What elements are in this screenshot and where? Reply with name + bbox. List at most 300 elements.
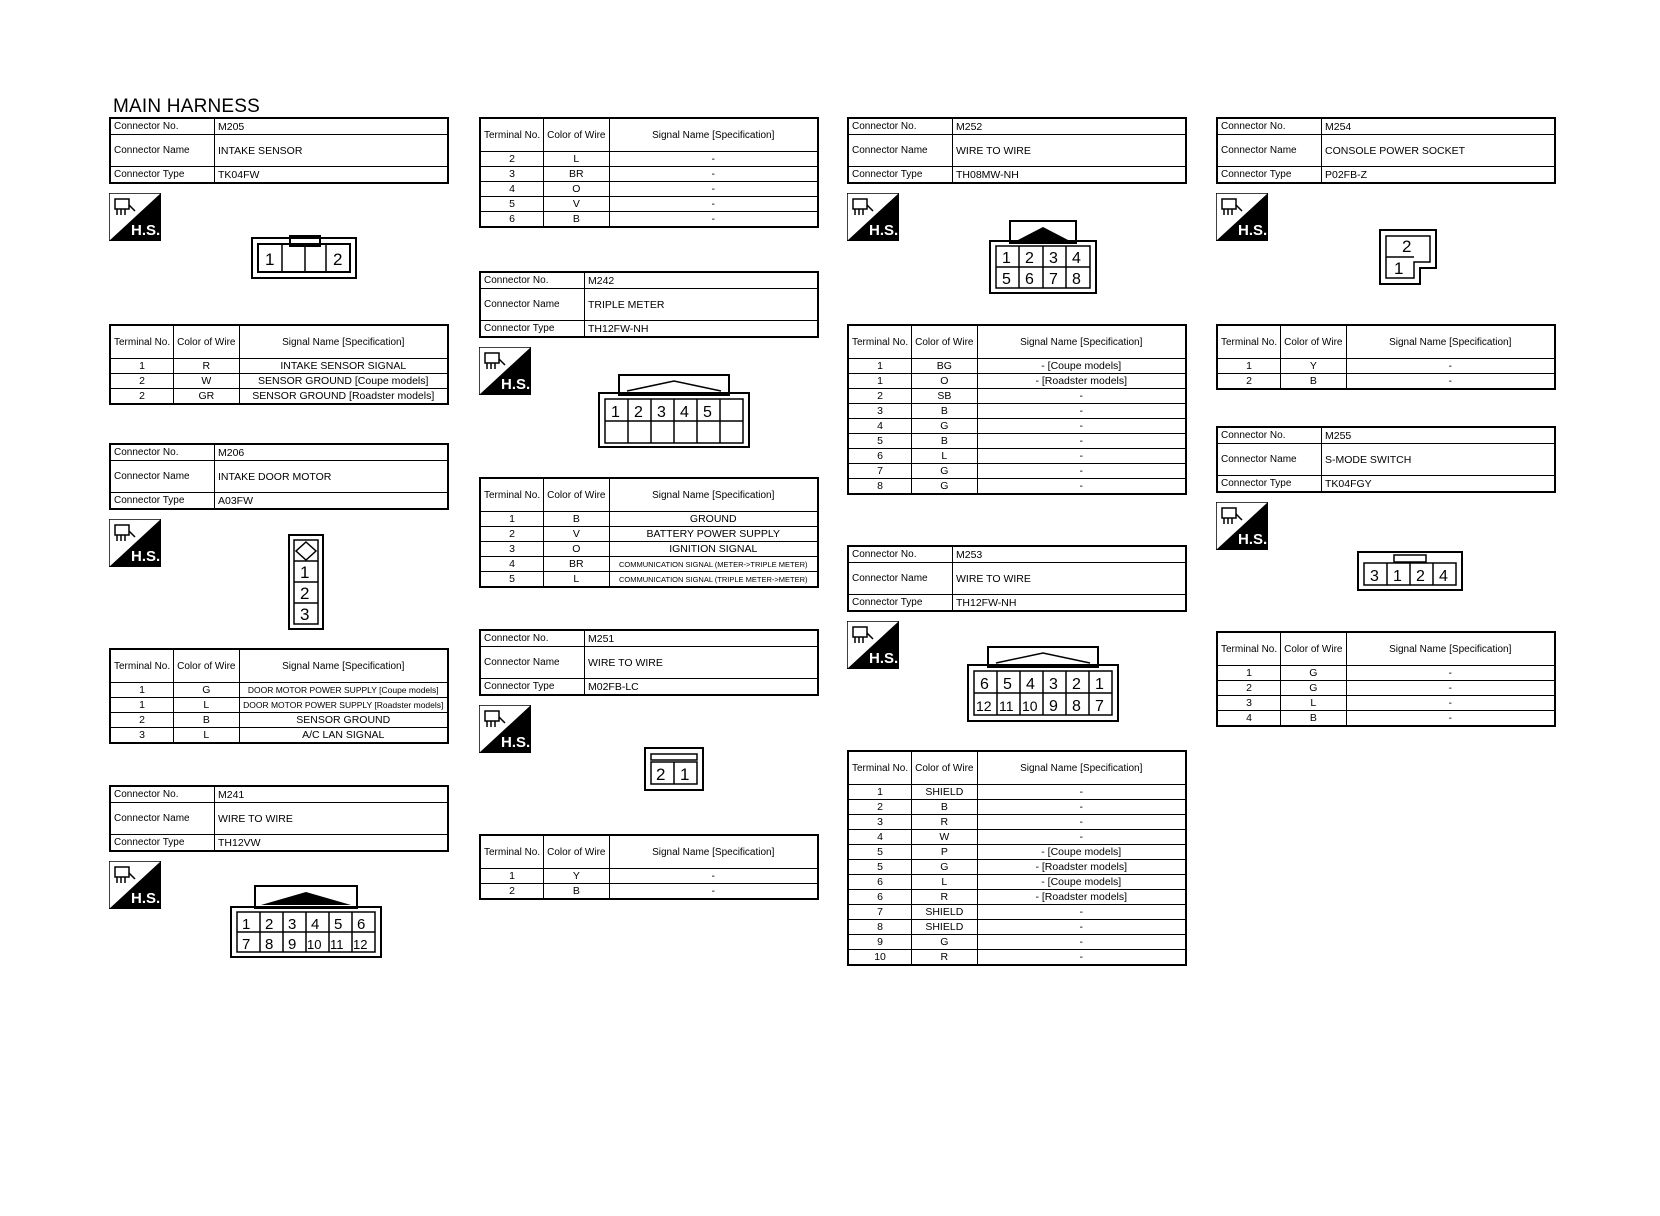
table-row [1217, 476, 1555, 493]
table-row [1217, 696, 1555, 711]
pin-label: 8 [1072, 698, 1081, 715]
table-row [848, 920, 1186, 935]
pin-label: 1 [611, 404, 620, 421]
table-cell: Y [544, 869, 609, 884]
table-cell: INTAKE SENSOR [215, 135, 449, 167]
table-cell: B [174, 713, 239, 728]
table-cell: - [977, 479, 1186, 495]
table-row [110, 374, 448, 389]
table-cell: Color of Wire [174, 649, 239, 683]
table-cell: BG [912, 359, 977, 374]
table-cell: W [174, 374, 239, 389]
table-cell: INTAKE DOOR MOTOR [215, 461, 449, 493]
table-cell: 3 [848, 815, 912, 830]
m251-signal-table [479, 834, 819, 900]
table-row [480, 212, 818, 228]
table-cell: Color of Wire [912, 325, 977, 359]
pin-label: 3 [657, 404, 666, 421]
table-cell: O [544, 182, 609, 197]
m205-connector-face [250, 232, 360, 282]
table-cell: - [977, 830, 1186, 845]
table-cell: WIRE TO WIRE [953, 563, 1187, 595]
hs-label: H.S. [1238, 222, 1268, 239]
table-cell: TH12VW [215, 835, 449, 852]
table-cell: 2 [480, 152, 544, 167]
table-cell: 1 [110, 683, 174, 698]
table-cell: G [912, 479, 977, 495]
table-cell: CONSOLE POWER SOCKET [1322, 135, 1556, 167]
hs-label: H.S. [131, 890, 161, 907]
table-cell: 6 [848, 449, 912, 464]
m251-connector-face [643, 746, 705, 792]
table-cell: Signal Name [Specification] [239, 325, 448, 359]
table-cell: DOOR MOTOR POWER SUPPLY [Roadster models] [239, 698, 448, 713]
table-cell: TK04FW [215, 167, 449, 184]
table-cell: 1 [480, 869, 544, 884]
table-cell: BATTERY POWER SUPPLY [609, 527, 818, 542]
hs-label: H.S. [131, 548, 161, 565]
pin-label: 3 [1049, 250, 1058, 267]
table-row [848, 464, 1186, 479]
pin-label: 11 [330, 937, 344, 952]
table-cell: 4 [1217, 711, 1281, 727]
table-row [1217, 444, 1555, 476]
table-cell: 2 [480, 527, 544, 542]
table-cell: Connector Name [1217, 135, 1322, 167]
table-cell: G [1281, 666, 1346, 681]
table-row [480, 478, 818, 512]
table-row [848, 359, 1186, 374]
harness-side-icon [109, 193, 161, 241]
table-cell: 10 [848, 950, 912, 966]
table-cell: S-MODE SWITCH [1322, 444, 1556, 476]
table-cell: IGNITION SIGNAL [609, 542, 818, 557]
table-cell: Connector Type [480, 321, 585, 338]
table-row [110, 493, 448, 510]
m252-connector-face [988, 219, 1098, 295]
harness-side-icon [109, 861, 161, 909]
table-row [848, 374, 1186, 389]
hs-label: H.S. [501, 376, 531, 393]
pin-label: 5 [334, 916, 343, 933]
table-cell: R [912, 950, 977, 966]
table-row [110, 835, 448, 852]
table-row [848, 845, 1186, 860]
table-row [848, 595, 1186, 612]
table-cell: 1 [1217, 666, 1281, 681]
table-cell: 8 [848, 920, 912, 935]
pin-label: 2 [300, 584, 310, 603]
m255-connector-face [1356, 550, 1464, 592]
m254-connector-face [1378, 228, 1438, 286]
table-cell: 2 [1217, 374, 1281, 390]
table-cell: - [Coupe models] [977, 359, 1186, 374]
table-cell: M02FB-LC [585, 679, 819, 696]
table-cell: 5 [848, 845, 912, 860]
table-cell: - [609, 182, 818, 197]
pin-label: 7 [1049, 271, 1058, 288]
table-cell: 2 [480, 884, 544, 900]
pin-label: 6 [1025, 271, 1034, 288]
table-cell: A/C LAN SIGNAL [239, 728, 448, 744]
table-cell: O [544, 542, 609, 557]
table-row [480, 647, 818, 679]
table-cell: 7 [848, 905, 912, 920]
table-cell: A03FW [215, 493, 449, 510]
pin-label: 2 [265, 916, 274, 933]
table-cell: 5 [480, 572, 544, 588]
table-cell: Color of Wire [544, 118, 609, 152]
table-row [848, 479, 1186, 495]
table-cell: Y [1281, 359, 1346, 374]
table-cell: Connector Name [480, 647, 585, 679]
table-cell: 4 [480, 182, 544, 197]
table-cell: Signal Name [Specification] [977, 751, 1186, 785]
table-cell: WIRE TO WIRE [215, 803, 449, 835]
table-cell: Color of Wire [544, 835, 609, 869]
table-cell: 4 [480, 557, 544, 572]
table-cell: 5 [480, 197, 544, 212]
pin-label: 7 [242, 936, 251, 953]
m241-connector-face [229, 883, 383, 959]
table-row [480, 152, 818, 167]
m205-signal-table [109, 324, 449, 405]
table-cell: - [609, 212, 818, 228]
m206-connector-face [287, 533, 325, 631]
table-cell: Terminal No. [110, 325, 174, 359]
table-cell: M252 [953, 118, 1187, 135]
table-cell: 2 [848, 389, 912, 404]
table-row [848, 830, 1186, 845]
table-cell: SB [912, 389, 977, 404]
table-cell: B [912, 404, 977, 419]
table-cell: - [Coupe models] [977, 875, 1186, 890]
table-cell: 6 [480, 212, 544, 228]
table-cell: WIRE TO WIRE [585, 647, 819, 679]
table-row [480, 512, 818, 527]
table-cell: L [174, 698, 239, 713]
m242-connector-face [597, 373, 753, 449]
table-cell: COMMUNICATION SIGNAL (TRIPLE METER->METER) [609, 572, 818, 588]
table-cell: Connector No. [110, 786, 215, 803]
table-cell: SHIELD [912, 920, 977, 935]
table-cell: Color of Wire [544, 478, 609, 512]
table-row [848, 389, 1186, 404]
table-row [848, 875, 1186, 890]
table-row [848, 890, 1186, 905]
hs-label: H.S. [501, 734, 531, 751]
table-cell: Signal Name [Specification] [239, 649, 448, 683]
table-row [1217, 632, 1555, 666]
table-cell: - [977, 464, 1186, 479]
pin-label: 2 [1416, 568, 1425, 585]
table-row [848, 563, 1186, 595]
table-cell: - [Roadster models] [977, 860, 1186, 875]
harness-side-icon [479, 347, 531, 395]
table-cell: R [912, 815, 977, 830]
table-row [480, 679, 818, 696]
table-cell: Connector No. [848, 546, 953, 563]
pin-label: 12 [353, 937, 368, 952]
pin-label: 3 [288, 916, 297, 933]
table-cell: L [544, 152, 609, 167]
table-row [848, 785, 1186, 800]
table-cell: 4 [848, 830, 912, 845]
hs-label: H.S. [869, 222, 899, 239]
table-cell: P02FB-Z [1322, 167, 1556, 184]
table-cell: L [912, 875, 977, 890]
table-row [110, 461, 448, 493]
pin-label: 8 [265, 936, 274, 953]
table-cell: B [1281, 711, 1346, 727]
m242-signal-table [479, 477, 819, 588]
table-cell: 2 [110, 389, 174, 405]
table-cell: 8 [848, 479, 912, 495]
table-cell: Signal Name [Specification] [609, 118, 818, 152]
table-cell: 7 [848, 464, 912, 479]
table-cell: Terminal No. [1217, 632, 1281, 666]
table-cell: - [609, 152, 818, 167]
table-cell: SENSOR GROUND [Coupe models] [239, 374, 448, 389]
table-row [1217, 325, 1555, 359]
table-row [848, 135, 1186, 167]
table-cell: Color of Wire [1281, 632, 1346, 666]
table-row [480, 118, 818, 152]
table-cell: Signal Name [Specification] [609, 835, 818, 869]
pin-label: 5 [703, 404, 712, 421]
table-cell: - [1346, 666, 1555, 681]
table-cell: BR [544, 167, 609, 182]
table-cell: - [1346, 359, 1555, 374]
table-cell: WIRE TO WIRE [953, 135, 1187, 167]
table-cell: Terminal No. [848, 751, 912, 785]
table-row [1217, 167, 1555, 184]
table-cell: M205 [215, 118, 449, 135]
table-row [110, 325, 448, 359]
table-cell: Connector Type [480, 679, 585, 696]
table-cell: 2 [848, 800, 912, 815]
table-row [1217, 681, 1555, 696]
table-cell: 5 [848, 434, 912, 449]
table-row [848, 905, 1186, 920]
table-row [480, 884, 818, 900]
table-cell: - [Coupe models] [977, 845, 1186, 860]
pin-label: 5 [1002, 271, 1011, 288]
table-cell: - [977, 815, 1186, 830]
table-cell: Color of Wire [1281, 325, 1346, 359]
pin-label: 1 [1095, 676, 1104, 693]
m205-connector-info [109, 117, 449, 184]
pin-label: 12 [976, 698, 992, 714]
table-cell: - [609, 167, 818, 182]
table-cell: SHIELD [912, 905, 977, 920]
table-row [480, 527, 818, 542]
table-cell: Connector Name [1217, 444, 1322, 476]
table-cell: - [1346, 374, 1555, 390]
table-row [110, 786, 448, 803]
m241-connector-info [109, 785, 449, 852]
pin-label: 3 [1370, 568, 1379, 585]
table-row [480, 557, 818, 572]
table-row [480, 572, 818, 588]
table-cell: L [1281, 696, 1346, 711]
table-cell: Connector Name [480, 289, 585, 321]
table-cell: TH12FW-NH [953, 595, 1187, 612]
table-cell: - [1346, 711, 1555, 727]
pin-label: 2 [1402, 237, 1412, 256]
pin-label: 3 [1049, 676, 1058, 693]
table-cell: G [912, 419, 977, 434]
table-cell: Signal Name [Specification] [1346, 325, 1555, 359]
table-row [480, 197, 818, 212]
table-cell: GR [174, 389, 239, 405]
table-cell: 1 [110, 698, 174, 713]
table-cell: B [544, 512, 609, 527]
table-row [1217, 135, 1555, 167]
m251-connector-info [479, 629, 819, 696]
table-cell: W [912, 830, 977, 845]
table-cell: Connector No. [1217, 118, 1322, 135]
table-cell: Terminal No. [110, 649, 174, 683]
table-cell: Connector No. [1217, 427, 1322, 444]
table-row [480, 272, 818, 289]
table-cell: - [Roadster models] [977, 890, 1186, 905]
pin-label: 1 [1394, 259, 1404, 278]
table-cell: L [912, 449, 977, 464]
table-row [848, 546, 1186, 563]
table-row [480, 869, 818, 884]
table-cell: TK04FGY [1322, 476, 1556, 493]
pin-label: 4 [1439, 568, 1448, 585]
table-cell: 9 [848, 935, 912, 950]
page-title: MAIN HARNESS [113, 96, 261, 117]
table-row [1217, 711, 1555, 727]
pin-label: 4 [311, 916, 320, 933]
table-row [848, 935, 1186, 950]
table-cell: B [912, 800, 977, 815]
table-cell: - [977, 785, 1186, 800]
table-cell: Signal Name [Specification] [977, 325, 1186, 359]
table-cell: V [544, 527, 609, 542]
table-cell: 1 [1217, 359, 1281, 374]
pin-label: 1 [1393, 568, 1402, 585]
table-cell: M251 [585, 630, 819, 647]
table-cell: - [Roadster models] [977, 374, 1186, 389]
table-cell: Color of Wire [174, 325, 239, 359]
pin-label: 4 [1026, 676, 1035, 693]
table-row [110, 698, 448, 713]
table-cell: DOOR MOTOR POWER SUPPLY [Coupe models] [239, 683, 448, 698]
table-cell: - [1346, 696, 1555, 711]
hs-label: H.S. [1238, 531, 1268, 548]
pin-label: 7 [1095, 698, 1104, 715]
table-cell: SHIELD [912, 785, 977, 800]
table-cell: Connector Type [110, 835, 215, 852]
m242-connector-info [479, 271, 819, 338]
pin-label: 2 [656, 765, 666, 784]
table-cell: - [977, 434, 1186, 449]
pin-label: 6 [980, 676, 989, 693]
pin-label: 11 [999, 698, 1014, 714]
table-cell: B [544, 212, 609, 228]
table-cell: G [174, 683, 239, 698]
table-row [848, 751, 1186, 785]
table-row [110, 444, 448, 461]
table-cell: G [912, 935, 977, 950]
table-row [848, 434, 1186, 449]
pin-label: 10 [307, 937, 322, 952]
table-cell: Connector Name [848, 563, 953, 595]
table-cell: - [977, 920, 1186, 935]
table-cell: M255 [1322, 427, 1556, 444]
table-row [1217, 359, 1555, 374]
pin-label: 2 [333, 250, 343, 269]
table-cell: GROUND [609, 512, 818, 527]
pin-label: 10 [1022, 698, 1038, 714]
harness-side-icon [1216, 502, 1268, 550]
table-row [480, 542, 818, 557]
table-cell: SENSOR GROUND [239, 713, 448, 728]
table-cell: Terminal No. [480, 478, 544, 512]
table-row [848, 860, 1186, 875]
table-cell: P [912, 845, 977, 860]
harness-side-icon [109, 519, 161, 567]
table-cell: Connector No. [480, 272, 585, 289]
table-row [480, 321, 818, 338]
table-row [848, 404, 1186, 419]
m254-connector-info [1216, 117, 1556, 184]
table-cell: G [912, 860, 977, 875]
table-cell: - [977, 935, 1186, 950]
pin-label: 4 [680, 404, 689, 421]
pin-label: 8 [1072, 271, 1081, 288]
table-row [480, 167, 818, 182]
m206-connector-info [109, 443, 449, 510]
hs-label: H.S. [869, 650, 899, 667]
table-cell: Connector Type [848, 595, 953, 612]
table-cell: L [544, 572, 609, 588]
table-row [480, 630, 818, 647]
pin-label: 2 [1025, 250, 1034, 267]
table-cell: - [977, 419, 1186, 434]
table-row [110, 683, 448, 698]
table-cell: TH08MW-NH [953, 167, 1187, 184]
table-cell: 1 [848, 359, 912, 374]
table-row [848, 118, 1186, 135]
pin-label: 9 [1049, 698, 1058, 715]
table-cell: 3 [480, 542, 544, 557]
table-cell: Terminal No. [848, 325, 912, 359]
table-row [1217, 427, 1555, 444]
table-cell: R [174, 359, 239, 374]
table-cell: Connector Name [110, 461, 215, 493]
harness-side-icon [479, 705, 531, 753]
table-cell: 1 [110, 359, 174, 374]
table-row [110, 359, 448, 374]
m252-connector-info [847, 117, 1187, 184]
table-cell: Connector Name [110, 803, 215, 835]
table-cell: Connector Type [110, 167, 215, 184]
table-row [848, 325, 1186, 359]
table-cell: B [544, 884, 609, 900]
table-cell: Connector Type [848, 167, 953, 184]
pin-label: 1 [265, 250, 275, 269]
table-row [848, 167, 1186, 184]
table-cell: - [977, 800, 1186, 815]
pin-label: 1 [1002, 250, 1011, 267]
pin-label: 6 [357, 916, 366, 933]
table-cell: M241 [215, 786, 449, 803]
